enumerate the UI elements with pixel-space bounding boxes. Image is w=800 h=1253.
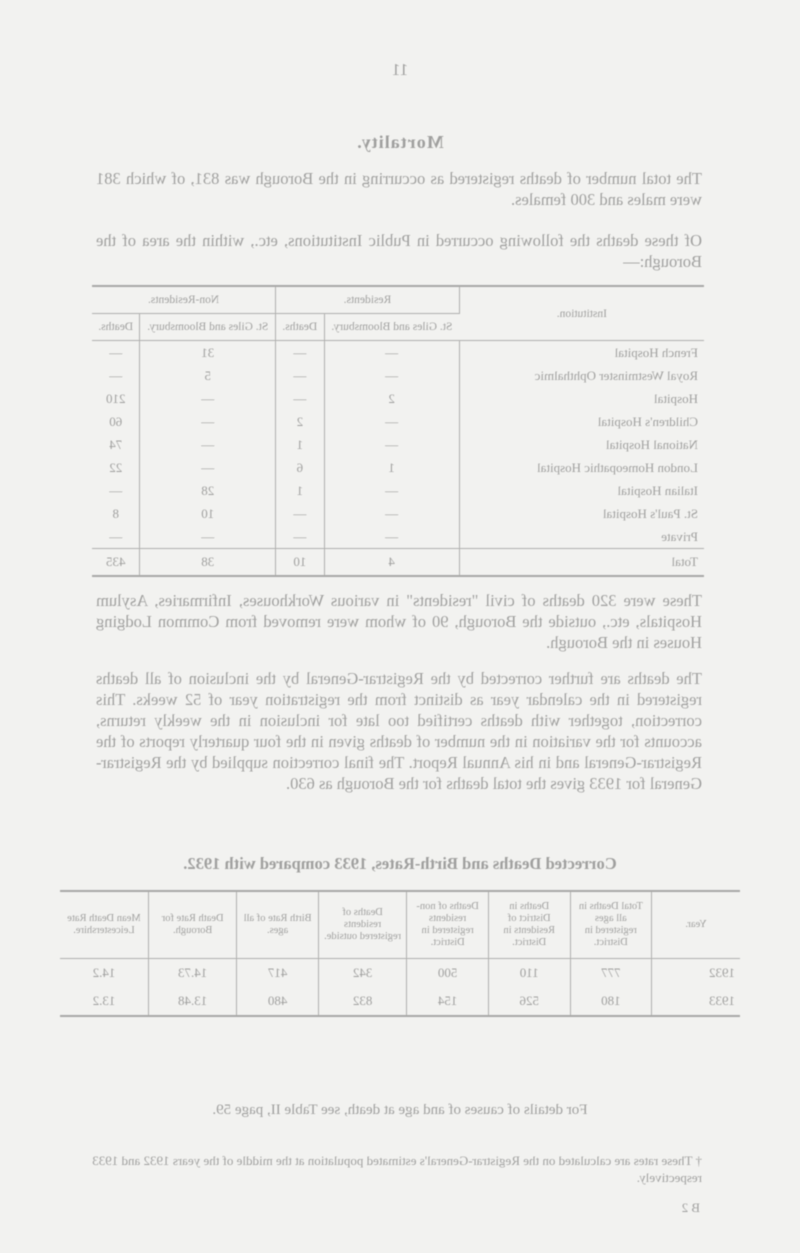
table-reference: For details of causes of and age at death, see Table II, page 59. [212,1102,588,1118]
paragraph-corrections: The deaths are further corrected by the Registrar-General by the inclusion of all deaths registered in the calendar year as distinct from the registration year of 52 weeks. This correction, together with deaths certified too late for inclusion in the weekly returns, accounts for the variation in the number of deaths given in the four quarterly reports of the Registrar-General and in his Annual Report. The final correction supplied by the Registrar-General for 1933 gives the total deaths for the Borough as 630. [96,669,702,793]
col-deaths-non-residents: Deaths of non-residents registered in District. [407,891,489,959]
paragraph-total-deaths: The total number of deaths registered as occurring in the Borough was 831, of which 381 were males and 300 females. [96,169,702,209]
table-row: 1933 180 526 154 832 480 13.48 13.2 [60,987,740,1016]
paragraph-institution-deaths: Of these deaths the following occurred in Public Institutions, etc., within the area of the Borough:— [96,231,702,271]
table-row: Hospital 2 — — 210 [92,387,704,410]
printer-signature: B 2 [681,1200,700,1215]
table2-caption: Corrected Deaths and Birth-Rates, 1933 compared with 1932. [183,854,617,873]
col-deaths-residents: Deaths in District of Residents in District. [488,891,570,959]
page-number: 11 [391,60,409,79]
table-row: National Hospital — 1 — 74 [92,433,704,456]
col-res-deaths: Deaths. [276,314,324,341]
col-total-deaths: Total Deaths in all ages registered in District. [570,891,652,959]
col-res-sg: St. Giles and Bloomsbury. [324,314,459,341]
table-row: Children's Hospital — 2 — 60 [92,410,704,433]
col-deaths-outside: Deaths of residents registered outside. [318,891,406,959]
col-death-rate: Death Rate for Borough. [148,891,236,959]
table-row: London Homeopathic Hospital 1 6 — 22 [92,456,704,479]
table-row: Private — — — — [92,525,704,549]
section-heading: Mortality. [356,132,444,152]
col-birth-rate: Birth Rate of all ages. [237,891,319,959]
col-year: Year. [652,891,740,959]
institution-deaths-table [92,285,704,577]
col-institution: Institution. [459,286,704,341]
col-group-non-residents: Non-Residents. [92,286,276,314]
table-row: French Hospital — — 31 — [92,341,704,365]
col-group-residents: Residents. [276,286,460,314]
col-nonres-sg: St. Giles and Bloomsbury. [140,314,276,341]
table-row: Royal Westminster Ophthalmic — — 5 — [92,364,704,387]
paragraph-residents-outside: These were 320 deaths of civil "residents" in various Workhouses, Infirmaries, Asylum Hospitals, etc., outside the Borough, 90 of whom were removed from Common Lodging Houses in the Borough. [96,591,702,652]
table-total-row: Total 4 10 38 435 [92,549,704,577]
col-nonres-deaths: Deaths. [92,314,140,341]
footnote: † These rates are calculated on the Registrar-General's estimated population at the middle of the years 1932 and 1933 respectively. [92,1153,702,1185]
table-row: St. Paul's Hospital — — 10 8 [92,502,704,525]
table-row: 1932 777 110 500 342 417 14.73 14.2 [60,959,740,988]
table-row: Italian Hospital — 1 28 — [92,479,704,502]
corrected-deaths-table [60,890,740,1017]
col-mean-death-rate: Mean Death Rate Leicestershire. [60,891,148,959]
